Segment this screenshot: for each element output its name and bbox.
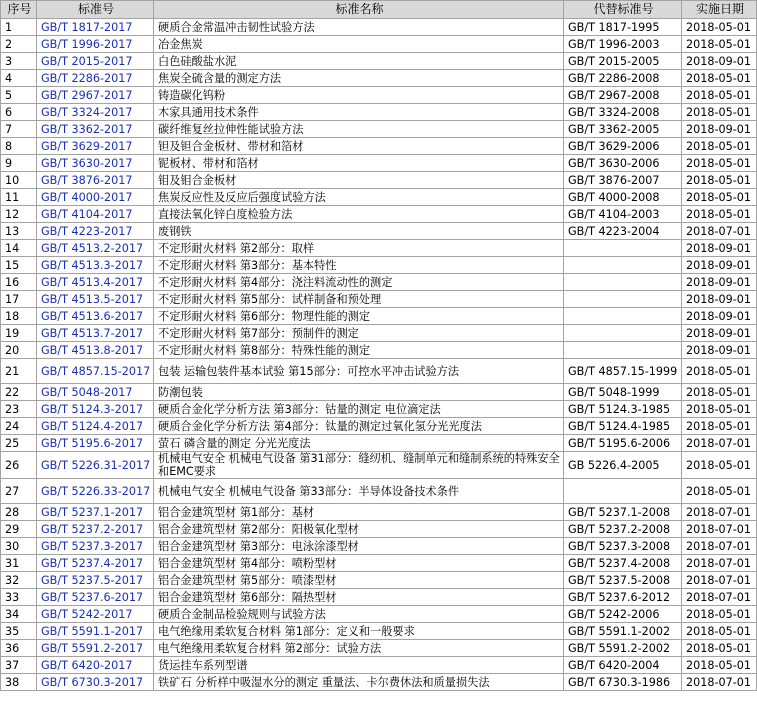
- replaced-standard: GB/T 5237.6-2012: [564, 589, 682, 606]
- effective-date: 2018-07-01: [682, 504, 757, 521]
- standard-name: 铝合金建筑型材 第4部分：喷粉型材: [154, 555, 564, 572]
- standard-code-cell: [37, 53, 154, 70]
- replaced-standard: GB/T 5237.4-2008: [564, 555, 682, 572]
- standard-name: 不定形耐火材料 第8部分：特殊性能的测定: [154, 342, 564, 359]
- row-number: 6: [1, 104, 37, 121]
- table-row: [1, 70, 757, 87]
- replaced-standard: [564, 325, 682, 342]
- standard-name: 不定形耐火材料 第3部分：基本特性: [154, 257, 564, 274]
- table-row: [1, 257, 757, 274]
- effective-date: 2018-05-01: [682, 87, 757, 104]
- standard-name: 包装 运输包装件基本试验 第15部分：可控水平冲击试验方法: [154, 359, 564, 384]
- effective-date: 2018-05-01: [682, 452, 757, 479]
- table-row: [1, 291, 757, 308]
- standard-code-link[interactable]: GB/T 5048-2017: [41, 385, 133, 399]
- standard-code-cell: [37, 70, 154, 87]
- standard-name: 硬质合金化学分析方法 第4部分：钛量的测定过氧化氢分光光度法: [154, 418, 564, 435]
- table-row: [1, 504, 757, 521]
- table-body: [1, 19, 757, 691]
- standard-code-cell: [37, 274, 154, 291]
- standard-name: 铝合金建筑型材 第6部分：隔热型材: [154, 589, 564, 606]
- table-row: [1, 223, 757, 240]
- table-row: [1, 121, 757, 138]
- standard-code-link[interactable]: GB/T 1817-2017: [41, 20, 133, 34]
- row-number: 28: [1, 504, 37, 521]
- effective-date: 2018-07-01: [682, 589, 757, 606]
- replaced-standard: [564, 342, 682, 359]
- table-row: [1, 342, 757, 359]
- header-code: 标准号: [37, 1, 154, 19]
- effective-date: 2018-05-01: [682, 479, 757, 504]
- standard-code-cell: [37, 452, 154, 479]
- standard-code-cell: [37, 640, 154, 657]
- row-number: 35: [1, 623, 37, 640]
- effective-date: 2018-09-01: [682, 274, 757, 291]
- row-number: 4: [1, 70, 37, 87]
- standard-code-cell: [37, 674, 154, 691]
- standard-code-link[interactable]: GB/T 5237.6-2017: [41, 590, 144, 604]
- effective-date: 2018-09-01: [682, 291, 757, 308]
- standard-code-link[interactable]: GB/T 5226.31-2017: [41, 458, 151, 472]
- row-number: 19: [1, 325, 37, 342]
- table-row: [1, 206, 757, 223]
- standard-name: 铝合金建筑型材 第2部分：阳极氧化型材: [154, 521, 564, 538]
- row-number: 20: [1, 342, 37, 359]
- standard-name: 硬质合金化学分析方法 第3部分：钴量的测定 电位滴定法: [154, 401, 564, 418]
- standard-code-cell: [37, 623, 154, 640]
- row-number: 31: [1, 555, 37, 572]
- row-number: 36: [1, 640, 37, 657]
- standard-code-link[interactable]: GB/T 3876-2017: [41, 173, 133, 187]
- standard-name: 铝合金建筑型材 第5部分：喷漆型材: [154, 572, 564, 589]
- effective-date: 2018-07-01: [682, 555, 757, 572]
- row-number: 11: [1, 189, 37, 206]
- standard-code-link[interactable]: GB/T 3629-2017: [41, 139, 133, 153]
- replaced-standard: GB/T 5195.6-2006: [564, 435, 682, 452]
- effective-date: 2018-09-01: [682, 121, 757, 138]
- header-name: 标准名称: [154, 1, 564, 19]
- row-number: 16: [1, 274, 37, 291]
- standard-name: 硬质合金制品检验规则与试验方法: [154, 606, 564, 623]
- standard-name: 铌板材、带材和箔材: [154, 155, 564, 172]
- effective-date: 2018-09-01: [682, 257, 757, 274]
- replaced-standard: GB/T 3630-2006: [564, 155, 682, 172]
- standard-code-cell: [37, 325, 154, 342]
- standard-code-link[interactable]: GB/T 4513.4-2017: [41, 275, 144, 289]
- row-number: 22: [1, 384, 37, 401]
- standard-name: 铸造碳化钨粉: [154, 87, 564, 104]
- standard-code-cell: [37, 521, 154, 538]
- standard-code-cell: [37, 104, 154, 121]
- row-number: 38: [1, 674, 37, 691]
- standard-code-link[interactable]: GB/T 5237.5-2017: [41, 573, 144, 587]
- standard-name: 钽及钽合金板材、带材和箔材: [154, 138, 564, 155]
- standard-code-link[interactable]: GB/T 3630-2017: [41, 156, 133, 170]
- effective-date: 2018-05-01: [682, 206, 757, 223]
- standard-code-cell: [37, 589, 154, 606]
- standard-name: 废钢铁: [154, 223, 564, 240]
- effective-date: 2018-05-01: [682, 155, 757, 172]
- standard-code-cell: [37, 121, 154, 138]
- standard-code-cell: [37, 189, 154, 206]
- standard-code-link[interactable]: GB/T 4857.15-2017: [41, 364, 151, 378]
- standard-code-cell: [37, 291, 154, 308]
- row-number: 27: [1, 479, 37, 504]
- replaced-standard: GB/T 2015-2005: [564, 53, 682, 70]
- standard-code-cell: [37, 479, 154, 504]
- replaced-standard: GB/T 4857.15-1999: [564, 359, 682, 384]
- standard-code-link[interactable]: GB/T 2015-2017: [41, 54, 133, 68]
- table-row: [1, 555, 757, 572]
- row-number: 26: [1, 452, 37, 479]
- replaced-standard: [564, 291, 682, 308]
- table-row: [1, 657, 757, 674]
- table-row: [1, 589, 757, 606]
- replaced-standard: GB/T 1817-1995: [564, 19, 682, 36]
- standard-code-cell: [37, 36, 154, 53]
- table-header: [1, 1, 757, 19]
- replaced-standard: GB/T 5591.1-2002: [564, 623, 682, 640]
- row-number: 14: [1, 240, 37, 257]
- replaced-standard: GB/T 2286-2008: [564, 70, 682, 87]
- standard-code-cell: [37, 19, 154, 36]
- standard-code-link[interactable]: GB/T 5124.4-2017: [41, 419, 144, 433]
- effective-date: 2018-09-01: [682, 53, 757, 70]
- replaced-standard: [564, 479, 682, 504]
- replaced-standard: GB/T 5237.2-2008: [564, 521, 682, 538]
- effective-date: 2018-05-01: [682, 36, 757, 53]
- replaced-standard: GB/T 5591.2-2002: [564, 640, 682, 657]
- standard-name: 不定形耐火材料 第6部分：物理性能的测定: [154, 308, 564, 325]
- standard-code-cell: [37, 538, 154, 555]
- table-row: [1, 521, 757, 538]
- standard-code-cell: [37, 504, 154, 521]
- effective-date: 2018-09-01: [682, 342, 757, 359]
- standard-code-cell: [37, 606, 154, 623]
- standard-code-link[interactable]: GB/T 5124.3-2017: [41, 402, 144, 416]
- replaced-standard: [564, 308, 682, 325]
- header-num: 序号: [1, 1, 37, 19]
- table-row: [1, 138, 757, 155]
- standard-code-link[interactable]: GB/T 5591.1-2017: [41, 624, 144, 638]
- standard-code-cell: [37, 172, 154, 189]
- standard-name: 铁矿石 分析样中吸湿水分的测定 重量法、卡尔费休法和质量损失法: [154, 674, 564, 691]
- standard-code-cell: [37, 257, 154, 274]
- row-number: 33: [1, 589, 37, 606]
- standard-code-cell: [37, 206, 154, 223]
- row-number: 37: [1, 657, 37, 674]
- standard-code-cell: [37, 87, 154, 104]
- standard-name: 不定形耐火材料 第7部分：预制件的测定: [154, 325, 564, 342]
- row-number: 1: [1, 19, 37, 36]
- row-number: 3: [1, 53, 37, 70]
- replaced-standard: GB/T 5237.5-2008: [564, 572, 682, 589]
- table-row: [1, 325, 757, 342]
- table-row: [1, 104, 757, 121]
- standard-code-cell: [37, 418, 154, 435]
- replaced-standard: GB/T 4000-2008: [564, 189, 682, 206]
- standard-code-link[interactable]: GB/T 4513.5-2017: [41, 292, 144, 306]
- standard-name: 不定形耐火材料 第5部分：试样制备和预处理: [154, 291, 564, 308]
- standard-name: 铝合金建筑型材 第3部分：电泳涂漆型材: [154, 538, 564, 555]
- replaced-standard: [564, 240, 682, 257]
- replaced-standard: GB/T 5237.1-2008: [564, 504, 682, 521]
- table-row: [1, 452, 757, 479]
- replaced-standard: GB/T 5242-2006: [564, 606, 682, 623]
- standard-name: 机械电气安全 机械电气设备 第31部分：缝纫机、缝制单元和缝制系统的特殊安全和EMC要求: [154, 452, 564, 479]
- effective-date: 2018-05-01: [682, 384, 757, 401]
- effective-date: 2018-07-01: [682, 538, 757, 555]
- effective-date: 2018-05-01: [682, 640, 757, 657]
- replaced-standard: GB/T 1996-2003: [564, 36, 682, 53]
- table-row: [1, 435, 757, 452]
- table-row: [1, 172, 757, 189]
- table-row: [1, 87, 757, 104]
- table-row: [1, 640, 757, 657]
- standard-name: 货运挂车系列型谱: [154, 657, 564, 674]
- row-number: 32: [1, 572, 37, 589]
- effective-date: 2018-05-01: [682, 172, 757, 189]
- standard-name: 碳纤维复丝拉伸性能试验方法: [154, 121, 564, 138]
- replaced-standard: GB/T 3876-2007: [564, 172, 682, 189]
- table-row: [1, 53, 757, 70]
- replaced-standard: GB/T 6730.3-1986: [564, 674, 682, 691]
- row-number: 24: [1, 418, 37, 435]
- standard-code-cell: [37, 240, 154, 257]
- effective-date: 2018-05-01: [682, 606, 757, 623]
- standard-code-cell: [37, 359, 154, 384]
- standard-code-link[interactable]: GB/T 5237.4-2017: [41, 556, 144, 570]
- table-row: [1, 538, 757, 555]
- table-row: [1, 36, 757, 53]
- effective-date: 2018-05-01: [682, 418, 757, 435]
- standard-name: 硬质合金常温冲击韧性试验方法: [154, 19, 564, 36]
- effective-date: 2018-07-01: [682, 674, 757, 691]
- row-number: 9: [1, 155, 37, 172]
- effective-date: 2018-09-01: [682, 240, 757, 257]
- table-row: [1, 623, 757, 640]
- standard-name: 机械电气安全 机械电气设备 第33部分：半导体设备技术条件: [154, 479, 564, 504]
- standard-code-link[interactable]: GB/T 5237.2-2017: [41, 522, 144, 536]
- replaced-standard: [564, 257, 682, 274]
- header-row: [1, 1, 757, 19]
- standard-code-cell: [37, 657, 154, 674]
- effective-date: 2018-05-01: [682, 19, 757, 36]
- row-number: 13: [1, 223, 37, 240]
- table-row: [1, 189, 757, 206]
- replaced-standard: GB/T 3362-2005: [564, 121, 682, 138]
- row-number: 34: [1, 606, 37, 623]
- standard-code-link[interactable]: GB/T 4513.8-2017: [41, 343, 144, 357]
- standard-code-link[interactable]: GB/T 3362-2017: [41, 122, 133, 136]
- row-number: 30: [1, 538, 37, 555]
- standard-name: 直接法氧化锌白度检验方法: [154, 206, 564, 223]
- standard-code-cell: [37, 572, 154, 589]
- table-row: [1, 384, 757, 401]
- standard-code-link[interactable]: GB/T 4513.3-2017: [41, 258, 144, 272]
- standard-code-link[interactable]: GB/T 4104-2017: [41, 207, 133, 221]
- standard-code-link[interactable]: GB/T 2967-2017: [41, 88, 133, 102]
- table-row: [1, 19, 757, 36]
- standard-code-cell: [37, 223, 154, 240]
- standard-code-link[interactable]: GB/T 6420-2017: [41, 658, 133, 672]
- standard-code-link[interactable]: GB/T 5226.33-2017: [41, 484, 151, 498]
- header-date: 实施日期: [682, 1, 757, 19]
- replaced-standard: GB/T 5124.3-1985: [564, 401, 682, 418]
- table-row: [1, 418, 757, 435]
- standard-name: 铝合金建筑型材 第1部分：基材: [154, 504, 564, 521]
- standard-code-cell: [37, 401, 154, 418]
- replaced-standard: GB/T 3629-2006: [564, 138, 682, 155]
- standard-code-link[interactable]: GB/T 5242-2017: [41, 607, 133, 621]
- row-number: 2: [1, 36, 37, 53]
- row-number: 17: [1, 291, 37, 308]
- standard-code-link[interactable]: GB/T 4513.7-2017: [41, 326, 144, 340]
- standard-code-link[interactable]: GB/T 5237.1-2017: [41, 505, 144, 519]
- standard-code-cell: [37, 138, 154, 155]
- effective-date: 2018-05-01: [682, 104, 757, 121]
- standard-code-cell: [37, 435, 154, 452]
- standard-code-link[interactable]: GB/T 4000-2017: [41, 190, 133, 204]
- standard-name: 电气绝缘用柔软复合材料 第1部分：定义和一般要求: [154, 623, 564, 640]
- row-number: 7: [1, 121, 37, 138]
- row-number: 29: [1, 521, 37, 538]
- effective-date: 2018-05-01: [682, 401, 757, 418]
- standard-code-cell: [37, 155, 154, 172]
- effective-date: 2018-05-01: [682, 623, 757, 640]
- row-number: 23: [1, 401, 37, 418]
- standard-code-link[interactable]: GB/T 4223-2017: [41, 224, 133, 238]
- effective-date: 2018-05-01: [682, 657, 757, 674]
- replaced-standard: GB/T 5124.4-1985: [564, 418, 682, 435]
- standard-name: 木家具通用技术条件: [154, 104, 564, 121]
- replaced-standard: GB/T 3324-2008: [564, 104, 682, 121]
- table-row: [1, 155, 757, 172]
- row-number: 8: [1, 138, 37, 155]
- effective-date: 2018-05-01: [682, 138, 757, 155]
- standard-name: 防潮包装: [154, 384, 564, 401]
- replaced-standard: GB 5226.4-2005: [564, 452, 682, 479]
- standard-code-cell: [37, 308, 154, 325]
- standard-code-cell: [37, 555, 154, 572]
- row-number: 21: [1, 359, 37, 384]
- table-row: [1, 359, 757, 384]
- standard-code-link[interactable]: GB/T 1996-2017: [41, 37, 133, 51]
- table-row: [1, 240, 757, 257]
- replaced-standard: GB/T 4104-2003: [564, 206, 682, 223]
- table-row: [1, 606, 757, 623]
- effective-date: 2018-07-01: [682, 435, 757, 452]
- row-number: 10: [1, 172, 37, 189]
- table-row: [1, 401, 757, 418]
- standard-name: 萤石 磷含量的测定 分光光度法: [154, 435, 564, 452]
- standard-name: 冶金焦炭: [154, 36, 564, 53]
- standard-code-link[interactable]: GB/T 5237.3-2017: [41, 539, 144, 553]
- effective-date: 2018-07-01: [682, 572, 757, 589]
- standard-name: 焦炭全硫含量的测定方法: [154, 70, 564, 87]
- header-replaced: 代替标准号: [564, 1, 682, 19]
- table-row: [1, 479, 757, 504]
- standard-name: 焦炭反应性及反应后强度试验方法: [154, 189, 564, 206]
- table-row: [1, 674, 757, 691]
- standard-name: 不定形耐火材料 第2部分：取样: [154, 240, 564, 257]
- effective-date: 2018-09-01: [682, 325, 757, 342]
- standard-code-cell: [37, 384, 154, 401]
- effective-date: 2018-07-01: [682, 521, 757, 538]
- standard-name: 钼及钼合金板材: [154, 172, 564, 189]
- replaced-standard: GB/T 5237.3-2008: [564, 538, 682, 555]
- replaced-standard: GB/T 2967-2008: [564, 87, 682, 104]
- table-row: [1, 572, 757, 589]
- standard-code-link[interactable]: GB/T 6730.3-2017: [41, 675, 144, 689]
- standard-code-link[interactable]: GB/T 5591.2-2017: [41, 641, 144, 655]
- replaced-standard: GB/T 4223-2004: [564, 223, 682, 240]
- table-row: [1, 274, 757, 291]
- standard-code-link[interactable]: GB/T 4513.2-2017: [41, 241, 144, 255]
- effective-date: 2018-09-01: [682, 308, 757, 325]
- standard-code-link[interactable]: GB/T 5195.6-2017: [41, 436, 144, 450]
- standard-code-link[interactable]: GB/T 4513.6-2017: [41, 309, 144, 323]
- effective-date: 2018-05-01: [682, 359, 757, 384]
- row-number: 15: [1, 257, 37, 274]
- row-number: 12: [1, 206, 37, 223]
- effective-date: 2018-05-01: [682, 189, 757, 206]
- replaced-standard: [564, 274, 682, 291]
- row-number: 5: [1, 87, 37, 104]
- standard-code-link[interactable]: GB/T 3324-2017: [41, 105, 133, 119]
- standard-name: 电气绝缘用柔软复合材料 第2部分：试验方法: [154, 640, 564, 657]
- standard-name: 不定形耐火材料 第4部分：浇注料流动性的测定: [154, 274, 564, 291]
- standard-code-cell: [37, 342, 154, 359]
- table-row: [1, 308, 757, 325]
- replaced-standard: GB/T 5048-1999: [564, 384, 682, 401]
- row-number: 18: [1, 308, 37, 325]
- effective-date: 2018-05-01: [682, 70, 757, 87]
- replaced-standard: GB/T 6420-2004: [564, 657, 682, 674]
- standard-code-link[interactable]: GB/T 2286-2017: [41, 71, 133, 85]
- standard-name: 白色硅酸盐水泥: [154, 53, 564, 70]
- effective-date: 2018-07-01: [682, 223, 757, 240]
- row-number: 25: [1, 435, 37, 452]
